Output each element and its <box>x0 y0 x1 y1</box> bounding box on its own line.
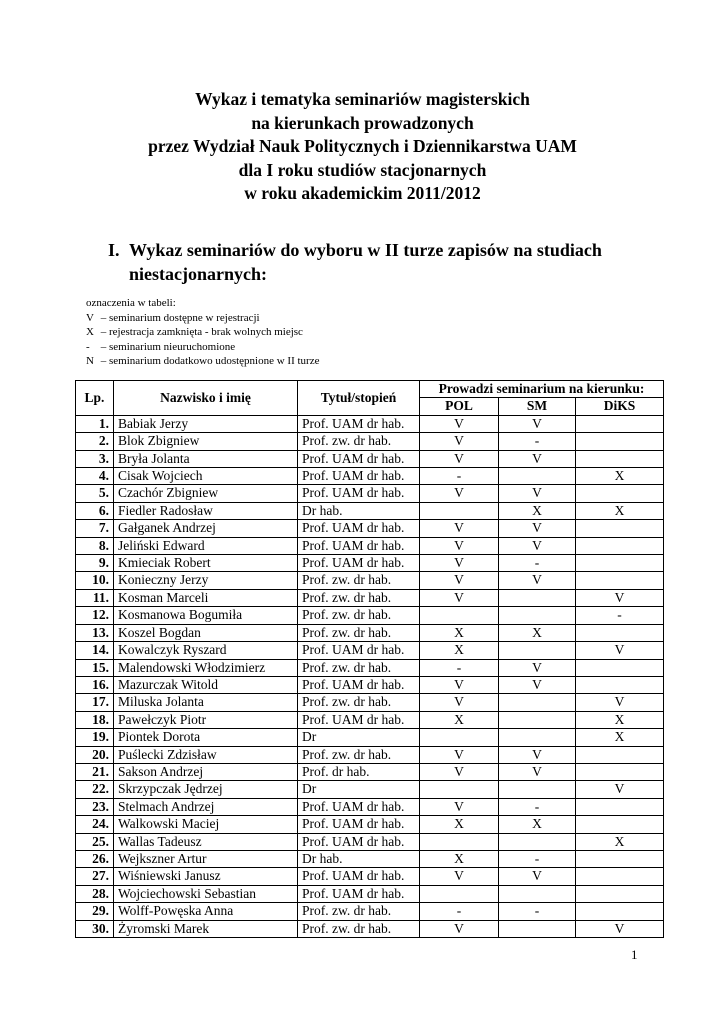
cell-sm <box>499 468 576 485</box>
cell-degree: Prof. UAM dr hab. <box>298 868 420 885</box>
cell-name: Wiśniewski Janusz <box>114 868 298 885</box>
cell-lp: 24. <box>76 816 114 833</box>
cell-diks: V <box>576 920 664 937</box>
cell-sm: - <box>499 798 576 815</box>
cell-sm: V <box>499 572 576 589</box>
cell-lp: 19. <box>76 729 114 746</box>
header-name: Nazwisko i imię <box>114 381 298 416</box>
cell-name: Czachór Zbigniew <box>114 485 298 502</box>
legend-text: – seminarium nieuruchomione <box>100 340 236 353</box>
table-row <box>76 833 664 850</box>
cell-diks: X <box>576 502 664 519</box>
cell-name: Mazurczak Witold <box>114 676 298 693</box>
cell-pol: V <box>420 589 499 606</box>
cell-diks <box>576 537 664 554</box>
cell-pol: V <box>420 694 499 711</box>
cell-degree: Prof. UAM dr hab. <box>298 537 420 554</box>
table-header-row <box>76 381 664 398</box>
cell-pol: X <box>420 711 499 728</box>
table-row <box>76 763 664 780</box>
cell-lp: 22. <box>76 781 114 798</box>
cell-degree: Prof. UAM dr hab. <box>298 415 420 432</box>
cell-diks: V <box>576 694 664 711</box>
cell-degree: Prof. UAM dr hab. <box>298 450 420 467</box>
title-line: w roku akademickim 2011/2012 <box>244 183 481 203</box>
cell-lp: 14. <box>76 642 114 659</box>
cell-lp: 15. <box>76 659 114 676</box>
legend-symbol: N <box>86 355 94 367</box>
table-row <box>76 659 664 676</box>
cell-sm: X <box>499 624 576 641</box>
table-row <box>76 537 664 554</box>
cell-sm <box>499 694 576 711</box>
cell-lp: 5. <box>76 485 114 502</box>
table-row <box>76 642 664 659</box>
cell-diks <box>576 850 664 867</box>
cell-lp: 3. <box>76 450 114 467</box>
cell-name: Puślecki Zdzisław <box>114 746 298 763</box>
title-line: przez Wydział Nauk Politycznych i Dziennikarstwa UAM <box>148 136 577 156</box>
cell-sm <box>499 607 576 624</box>
cell-diks: - <box>576 607 664 624</box>
table-row <box>76 589 664 606</box>
legend-text: – rejestracja zamknięta - brak wolnych miejsc <box>100 326 303 338</box>
legend <box>86 296 319 369</box>
cell-degree: Prof. UAM dr hab. <box>298 885 420 902</box>
cell-name: Fiedler Radosław <box>114 502 298 519</box>
cell-lp: 28. <box>76 885 114 902</box>
cell-degree: Prof. zw. dr hab. <box>298 746 420 763</box>
cell-pol: V <box>420 868 499 885</box>
cell-lp: 2. <box>76 433 114 450</box>
cell-diks <box>576 798 664 815</box>
title-line: dla I roku studiów stacjonarnych <box>238 159 487 180</box>
cell-sm <box>499 781 576 798</box>
table-row <box>76 607 664 624</box>
cell-pol: V <box>420 537 499 554</box>
cell-name: Gałganek Andrzej <box>114 520 298 537</box>
page-number: 1 <box>631 947 638 962</box>
cell-name: Kowalczyk Ryszard <box>114 642 298 659</box>
cell-sm: V <box>499 746 576 763</box>
header-degree: Tytuł/stopień <box>298 381 420 416</box>
cell-degree: Prof. dr hab. <box>298 763 420 780</box>
table-row <box>76 885 664 902</box>
cell-sm: V <box>499 485 576 502</box>
table-row <box>76 729 664 746</box>
cell-pol: X <box>420 624 499 641</box>
table-row <box>76 868 664 885</box>
table-row <box>76 450 664 467</box>
cell-name: Żyromski Marek <box>114 920 298 937</box>
cell-pol: V <box>420 763 499 780</box>
table-row <box>76 433 664 450</box>
cell-sm: V <box>499 868 576 885</box>
legend-heading: oznaczenia w tabeli: <box>86 297 176 309</box>
table-row <box>76 711 664 728</box>
cell-name: Jeliński Edward <box>114 537 298 554</box>
cell-pol <box>420 781 499 798</box>
cell-degree: Prof. UAM dr hab. <box>298 520 420 537</box>
cell-degree: Dr <box>298 781 420 798</box>
table-row <box>76 676 664 693</box>
cell-name: Pawełczyk Piotr <box>114 711 298 728</box>
cell-lp: 21. <box>76 763 114 780</box>
cell-diks: X <box>576 833 664 850</box>
table-row <box>76 502 664 519</box>
cell-diks <box>576 433 664 450</box>
table-row <box>76 903 664 920</box>
cell-lp: 8. <box>76 537 114 554</box>
cell-name: Kosman Marceli <box>114 589 298 606</box>
cell-diks <box>576 624 664 641</box>
legend-text: – seminarium dostępne w rejestracji <box>100 311 260 324</box>
cell-name: Skrzypczak Jędrzej <box>114 781 298 798</box>
cell-pol: - <box>420 903 499 920</box>
table-row <box>76 798 664 815</box>
cell-pol: - <box>420 659 499 676</box>
cell-pol: V <box>420 520 499 537</box>
cell-degree: Prof. UAM dr hab. <box>298 816 420 833</box>
cell-diks: X <box>576 711 664 728</box>
header-pol: POL <box>420 398 499 415</box>
cell-pol: V <box>420 676 499 693</box>
cell-diks <box>576 572 664 589</box>
cell-degree: Prof. UAM dr hab. <box>298 485 420 502</box>
header-sm: SM <box>499 398 576 415</box>
cell-lp: 11. <box>76 589 114 606</box>
cell-diks <box>576 659 664 676</box>
cell-diks: X <box>576 468 664 485</box>
cell-degree: Prof. zw. dr hab. <box>298 624 420 641</box>
cell-name: Wejkszner Artur <box>114 850 298 867</box>
legend-item <box>86 311 319 326</box>
cell-sm: V <box>499 659 576 676</box>
cell-pol: X <box>420 850 499 867</box>
cell-sm: - <box>499 903 576 920</box>
cell-pol <box>420 502 499 519</box>
cell-sm <box>499 885 576 902</box>
cell-pol: X <box>420 642 499 659</box>
table-row <box>76 816 664 833</box>
cell-lp: 6. <box>76 502 114 519</box>
cell-diks: V <box>576 781 664 798</box>
legend-symbol: - <box>86 340 90 353</box>
cell-sm: - <box>499 433 576 450</box>
cell-diks <box>576 520 664 537</box>
cell-diks <box>576 868 664 885</box>
cell-diks <box>576 746 664 763</box>
cell-degree: Prof. zw. dr hab. <box>298 607 420 624</box>
cell-degree: Prof. UAM dr hab. <box>298 676 420 693</box>
table-row <box>76 781 664 798</box>
cell-name: Malendowski Włodzimierz <box>114 659 298 676</box>
cell-sm <box>499 711 576 728</box>
cell-degree: Prof. UAM dr hab. <box>298 642 420 659</box>
table-row <box>76 850 664 867</box>
cell-lp: 9. <box>76 555 114 572</box>
cell-sm: V <box>499 520 576 537</box>
cell-pol <box>420 885 499 902</box>
cell-name: Blok Zbigniew <box>114 433 298 450</box>
cell-name: Kosmanowa Bogumiła <box>114 607 298 624</box>
cell-sm <box>499 833 576 850</box>
legend-text: – seminarium dodatkowo udostępnione w II turze <box>100 355 320 367</box>
cell-pol: X <box>420 816 499 833</box>
cell-degree: Prof. zw. dr hab. <box>298 694 420 711</box>
table-row <box>76 694 664 711</box>
cell-lp: 4. <box>76 468 114 485</box>
cell-pol <box>420 729 499 746</box>
cell-name: Bryła Jolanta <box>114 450 298 467</box>
cell-lp: 26. <box>76 850 114 867</box>
cell-lp: 30. <box>76 920 114 937</box>
cell-lp: 7. <box>76 520 114 537</box>
cell-sm: X <box>499 816 576 833</box>
cell-diks: V <box>576 642 664 659</box>
table-row <box>76 746 664 763</box>
cell-name: Koszel Bogdan <box>114 624 298 641</box>
cell-sm: - <box>499 850 576 867</box>
cell-degree: Prof. zw. dr hab. <box>298 920 420 937</box>
cell-name: Piontek Dorota <box>114 729 298 746</box>
cell-pol: V <box>420 415 499 432</box>
cell-diks <box>576 555 664 572</box>
section-number: I. <box>108 240 120 260</box>
cell-lp: 17. <box>76 694 114 711</box>
cell-degree: Dr hab. <box>298 502 420 519</box>
cell-pol: - <box>420 468 499 485</box>
cell-pol: V <box>420 433 499 450</box>
cell-name: Kmieciak Robert <box>114 555 298 572</box>
cell-lp: 25. <box>76 833 114 850</box>
cell-name: Wolff-Powęska Anna <box>114 903 298 920</box>
table-row <box>76 520 664 537</box>
cell-diks <box>576 816 664 833</box>
cell-pol: V <box>420 485 499 502</box>
cell-diks <box>576 485 664 502</box>
cell-diks <box>576 415 664 432</box>
legend-item <box>86 354 319 369</box>
cell-lp: 23. <box>76 798 114 815</box>
legend-symbol: X <box>86 326 94 338</box>
cell-pol: V <box>420 572 499 589</box>
title-line: Wykaz i tematyka seminariów magisterskich <box>195 89 530 109</box>
table-row <box>76 555 664 572</box>
cell-sm: V <box>499 763 576 780</box>
cell-diks <box>576 676 664 693</box>
seminar-table <box>75 380 664 938</box>
cell-pol <box>420 833 499 850</box>
table-row <box>76 920 664 937</box>
document-title <box>0 88 725 206</box>
cell-diks <box>576 903 664 920</box>
cell-degree: Prof. zw. dr hab. <box>298 659 420 676</box>
table-row <box>76 485 664 502</box>
section-text: Wykaz seminariów do wyboru w II turze zapisów na studiach niestacjonarnych: <box>129 240 602 284</box>
cell-degree: Prof. UAM dr hab. <box>298 555 420 572</box>
cell-degree: Prof. zw. dr hab. <box>298 572 420 589</box>
cell-degree: Prof. UAM dr hab. <box>298 798 420 815</box>
cell-pol: V <box>420 920 499 937</box>
cell-sm: V <box>499 415 576 432</box>
cell-lp: 20. <box>76 746 114 763</box>
cell-degree: Prof. UAM dr hab. <box>298 468 420 485</box>
legend-symbol: V <box>86 311 94 324</box>
cell-sm <box>499 642 576 659</box>
cell-name: Stelmach Andrzej <box>114 798 298 815</box>
header-lp: Lp. <box>76 381 114 416</box>
cell-sm: V <box>499 676 576 693</box>
cell-diks: V <box>576 589 664 606</box>
title-line: na kierunkach prowadzonych <box>251 112 474 133</box>
cell-lp: 18. <box>76 711 114 728</box>
cell-degree: Prof. UAM dr hab. <box>298 833 420 850</box>
cell-lp: 29. <box>76 903 114 920</box>
cell-sm <box>499 729 576 746</box>
cell-sm <box>499 589 576 606</box>
cell-pol <box>420 607 499 624</box>
cell-name: Wojciechowski Sebastian <box>114 885 298 902</box>
cell-pol: V <box>420 746 499 763</box>
cell-lp: 27. <box>76 868 114 885</box>
cell-degree: Prof. zw. dr hab. <box>298 433 420 450</box>
cell-sm: V <box>499 537 576 554</box>
cell-pol: V <box>420 798 499 815</box>
cell-diks: X <box>576 729 664 746</box>
cell-lp: 1. <box>76 415 114 432</box>
cell-name: Wallas Tadeusz <box>114 833 298 850</box>
cell-diks <box>576 885 664 902</box>
cell-diks <box>576 450 664 467</box>
cell-name: Babiak Jerzy <box>114 415 298 432</box>
cell-name: Sakson Andrzej <box>114 763 298 780</box>
cell-name: Konieczny Jerzy <box>114 572 298 589</box>
cell-sm: - <box>499 555 576 572</box>
cell-pol: V <box>420 450 499 467</box>
legend-item <box>86 340 319 355</box>
table-row <box>76 624 664 641</box>
cell-name: Walkowski Maciej <box>114 816 298 833</box>
cell-sm <box>499 920 576 937</box>
cell-sm: X <box>499 502 576 519</box>
cell-degree: Dr hab. <box>298 850 420 867</box>
table-row <box>76 468 664 485</box>
cell-lp: 13. <box>76 624 114 641</box>
legend-item <box>86 325 319 340</box>
cell-name: Cisak Wojciech <box>114 468 298 485</box>
header-group: Prowadzi seminarium na kierunku: <box>420 381 664 398</box>
table-row <box>76 415 664 432</box>
cell-sm: V <box>499 450 576 467</box>
cell-lp: 16. <box>76 676 114 693</box>
cell-lp: 12. <box>76 607 114 624</box>
cell-degree: Prof. UAM dr hab. <box>298 711 420 728</box>
cell-name: Miluska Jolanta <box>114 694 298 711</box>
section-heading <box>108 238 628 286</box>
cell-degree: Prof. zw. dr hab. <box>298 589 420 606</box>
cell-pol: V <box>420 555 499 572</box>
cell-degree: Prof. zw. dr hab. <box>298 903 420 920</box>
cell-degree: Dr <box>298 729 420 746</box>
table-row <box>76 572 664 589</box>
header-diks: DiKS <box>576 398 664 415</box>
cell-lp: 10. <box>76 572 114 589</box>
cell-diks <box>576 763 664 780</box>
